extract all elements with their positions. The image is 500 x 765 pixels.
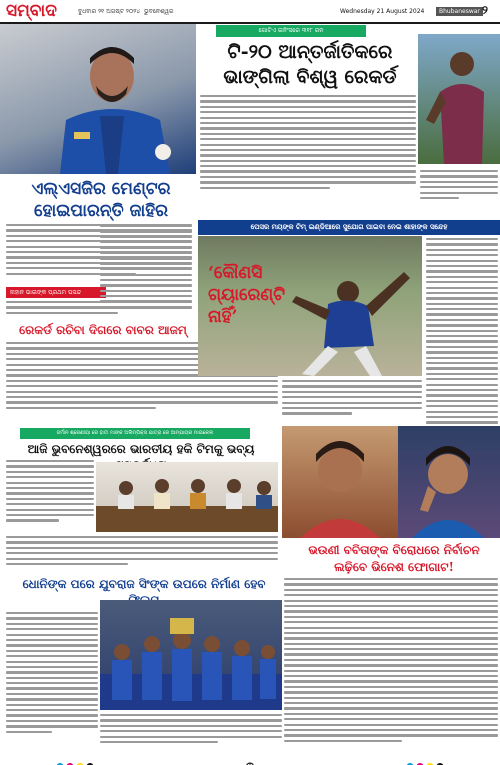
logo: ସମ୍ବାଦ [6, 1, 57, 21]
mayank-banner: ପେସର ମୟଙ୍କ ଟିମ୍ ଇଣ୍ଡିଆରେ ସୁଯୋଗ ପାଇବା ନେଇ ଶାହାଙ୍କ ସନ୍ଦେହ [198, 220, 500, 235]
hockey-body [6, 460, 94, 532]
yuvraj-photo [100, 600, 282, 710]
wrestler-illustration-2 [398, 426, 500, 538]
t20-caption [420, 170, 498, 216]
masthead [0, 0, 500, 24]
page-number: ୨ [482, 3, 488, 17]
yuvraj-body-2 [100, 714, 282, 752]
mayank-quote: ‘କୌଣସି ଗ୍ୟାରେଣ୍ଟି ନାହିଁ’ [208, 263, 285, 327]
hockey-body-2 [6, 536, 278, 574]
t20-headline: ଟି-୨୦ ଆନ୍ତର୍ଜାତିକରେ ଭାଙ୍ଗିଲା ବିଶ୍ୱ ରେକର୍ଡ [223, 41, 397, 88]
vinesh-headline: ଭଉଣୀ ବବିତାଙ୍କ ବିରୋଧରେ ନିର୍ବାଚନ ଲଢ଼ିବେ ଭିନେଶ ଫୋଗାଟ! [308, 543, 480, 574]
yuvraj-body [6, 612, 98, 752]
date-english: Wednesday 21 August 2024 [340, 8, 425, 15]
wrestler-illustration-1 [282, 426, 398, 538]
zaheer-illustration [0, 24, 196, 174]
t20-player-photo [418, 34, 500, 164]
zaheer-subhead: ନାହାନ ଭାଇଙ୍କ ପ୍ରଥମ ପସନ୍ଦ [6, 287, 106, 298]
date-odia: ବୁଧବାର ୨୧ ଅଗଷ୍ଟ ୨୦୨୪ [78, 8, 141, 15]
hockey-kicker: ଜର୍ମାନ ଶ୍ରେଣୀୟା ରେ ହାତୀ ମାଙ୍କ ଅଲିମ୍ପିକ୍ସ ଯାତ୍ରା ରେ ଆମ୍ପାୟର ମାଇକେଲ [20, 428, 250, 439]
hockey-photo [96, 462, 278, 532]
zaheer-photo [0, 24, 196, 174]
vinesh-photo-left [282, 426, 398, 538]
yuvraj-headline: ଧୋନିଙ୍କ ପରେ ଯୁବରାଜ ସିଂଙ୍କ ଉପରେ ନିର୍ମାଣ ହେବ [22, 577, 266, 591]
player-illustration [418, 34, 500, 164]
vinesh-photo-right [398, 426, 500, 538]
t20-body [200, 95, 416, 210]
vinesh-body [284, 578, 498, 750]
section-label: ଭୁବନେଶ୍ୱର [144, 8, 174, 15]
babar-headline: ରେକର୍ଡ ରଚିବା ଦିଗରେ ବାବର ଆଜମ୍ [19, 323, 187, 337]
press-meet-illustration [96, 462, 278, 532]
zaheer-body-col2 [100, 225, 192, 323]
hockey-headline: ଆଜି ଭୁବନେଶ୍ୱରରେ ଭାରତୀୟ ହକି ଟିମକୁ ଭବ୍ୟ [27, 442, 255, 456]
team-celebration-illustration [100, 600, 282, 710]
t20-kicker: ଗୋଟିଏ ଇନିଂସରେ ୩୧୮ ରନ [216, 25, 366, 37]
zaheer-headline: ଏଲ୍ଏସଜିର ମେଣ୍ଟର ହୋଇପାରନ୍ତି ଜାହିର [31, 179, 171, 221]
edition-label: Bhubaneswar [436, 7, 483, 16]
color-bar [0, 756, 500, 765]
mayank-body-bottom [282, 380, 422, 424]
